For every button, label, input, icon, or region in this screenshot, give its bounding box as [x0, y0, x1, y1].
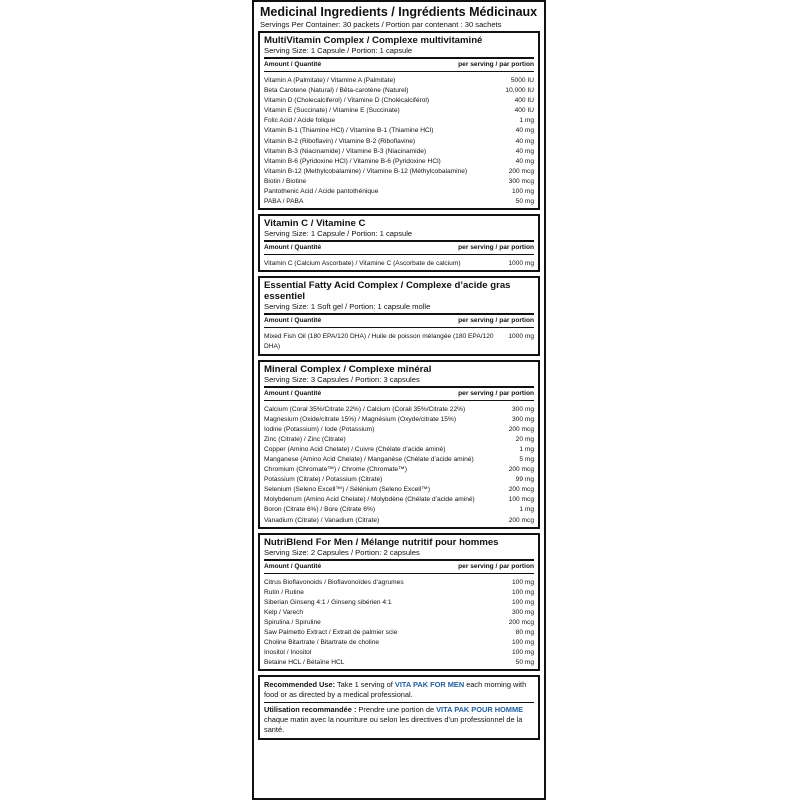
- ingredient-row: [264, 86, 534, 96]
- ingredient-row: [264, 106, 534, 116]
- ingredient-amount: 1 mg: [519, 506, 534, 514]
- supplement-facts-panel: [252, 0, 546, 800]
- ingredient-amount: 100 mg: [512, 588, 534, 596]
- ingredient-amount: 300 mg: [512, 608, 534, 616]
- ingredient-amount: 100 mg: [512, 598, 534, 606]
- ingredient-amount: 40 mg: [515, 147, 534, 155]
- section-title: Vitamin C / Vitamine C: [264, 218, 366, 230]
- per-serving-header: per serving / par portion: [458, 389, 534, 397]
- ingredient-name: Chromium (Chromate™) / Chrome (Chromate™): [264, 466, 407, 474]
- ingredient-name: Siberian Ginseng 4:1 / Ginseng sibérien 4:1: [264, 598, 392, 606]
- ingredient-name: Vitamin E (Succinate) / Vitamine E (Succinate): [264, 107, 400, 115]
- per-serving-header: per serving / par portion: [458, 244, 534, 252]
- ingredient-row: [264, 187, 534, 197]
- ingredient-amount: 300 mcg: [508, 177, 534, 185]
- serving-size: Serving Size: 1 Capsule / Portion: 1 capsule: [264, 46, 534, 59]
- ingredient-amount: 99 mg: [515, 476, 534, 484]
- ingredient-name: Vitamin A (Palmitate) / Vitamine A (Palmitate): [264, 77, 396, 84]
- ingredient-name: Manganese (Amino Acid Chelate) / Manganèse (Chélate d’acide aminé): [264, 455, 474, 463]
- ingredient-row: [264, 259, 534, 269]
- serving-size: Serving Size: 3 Capsules / Portion: 3 capsules: [264, 375, 534, 388]
- ingredient-row: [264, 116, 534, 126]
- ingredient-name: Boron (Citrate 6%) / Bore (Citrate 6%): [264, 506, 376, 514]
- ingredient-amount: 5 mg: [519, 455, 534, 463]
- ingredient-amount: 200 mcg: [508, 425, 534, 433]
- ingredient-name: Biotin / Biotine: [264, 177, 307, 185]
- ingredient-amount: 5000 IU: [510, 77, 534, 84]
- ingredient-name: Saw Palmetto Extract / Extrait de palmier scie: [264, 629, 398, 637]
- ingredient-amount: 100 mg: [512, 639, 534, 647]
- ingredient-row: [264, 147, 534, 157]
- ingredient-name: PABA / PABA: [264, 198, 304, 206]
- ingredient-row: [264, 435, 534, 445]
- ingredient-row: [264, 658, 534, 668]
- section-title: MultiVitamin Complex / Complexe multivitaminé: [264, 35, 483, 46]
- ingredient-row: [264, 588, 534, 598]
- per-serving-header: per serving / par portion: [458, 562, 534, 570]
- ingredient-row: [264, 516, 534, 526]
- column-header: [264, 388, 534, 401]
- ingredient-name: Beta Carotene (Natural) / Bêta-carotène (Naturel): [264, 87, 409, 95]
- ingredient-amount: 100 mg: [512, 188, 534, 196]
- ingredient-row: [264, 126, 534, 136]
- ingredient-name: Calcium (Coral 35%/Citrate 22%) / Calcium (Corail 35%/Citrate 22%): [264, 405, 466, 413]
- ingredient-amount: 200 mcg: [508, 466, 534, 474]
- brand-name: VITA PAK FOR MEN: [394, 680, 465, 690]
- ingredient-row: [264, 578, 534, 588]
- ingredient-name: Inositol / Inositol: [264, 649, 312, 657]
- ingredient-amount: 1 mg: [519, 117, 534, 125]
- ingredient-name: Magnesium (Oxide/citrate 15%) / Magnésium (Oxyde/citrate 15%): [264, 415, 457, 423]
- column-header: [264, 242, 534, 255]
- per-serving-header: per serving / par portion: [458, 317, 534, 325]
- section-title: NutriBlend For Men / Mélange nutritif pour hommes: [264, 536, 499, 548]
- ingredient-amount: 100 mg: [512, 649, 534, 657]
- ingredient-row: [264, 96, 534, 106]
- ingredient-section: [258, 31, 540, 210]
- ingredient-row: [264, 505, 534, 515]
- amount-header: Amount / Quantité: [264, 389, 322, 397]
- page-title: Medicinal Ingredients / Ingrédients Médicinaux: [260, 5, 538, 19]
- ingredient-amount: 300 mg: [512, 415, 534, 423]
- ingredient-amount: 20 mg: [515, 435, 534, 443]
- ingredient-sections: [258, 31, 540, 671]
- ingredient-row: [264, 648, 534, 658]
- ingredient-name: Selenium (Seleno Excell™) / Sélénium (Seleno Excell™): [264, 486, 431, 494]
- recommended-use-label: Recommended Use:: [264, 680, 336, 690]
- section-title: Essential Fatty Acid Complex / Complexe d’acide gras essentiel: [264, 280, 511, 303]
- ingredient-amount: 1 mg: [519, 445, 534, 453]
- ingredient-name: Vitamin B-2 (Riboflavin) / Vitamine B-2 (Riboflavine): [264, 137, 416, 145]
- ingredient-name: Vitamin B-3 (Niacinamide) / Vitamine B-3 (Niacinamide): [264, 147, 427, 155]
- ingredient-name: Rutin / Rutine: [264, 588, 304, 596]
- ingredient-name: Vitamin B-12 (Methylcobalamine) / Vitamine B-12 (Méthylcobalamine): [264, 167, 468, 175]
- recommended-use-label-fr: Utilisation recommandée :: [264, 705, 357, 715]
- ingredient-amount: 1000 mg: [508, 333, 534, 341]
- ingredient-row: [264, 157, 534, 167]
- ingredient-name: Molybdenum (Amino Acid Chelate) / Molybdène (Chélate d’acide aminé): [264, 496, 475, 504]
- ingredient-amount: 100 mg: [512, 578, 534, 586]
- brand-name-fr: VITA PAK POUR HOMME: [436, 705, 524, 715]
- ingredient-amount: 40 mg: [515, 137, 534, 145]
- section-title: Mineral Complex / Complexe minéral: [264, 363, 432, 375]
- recommended-use-fr: [264, 702, 534, 735]
- ingredient-row: [264, 608, 534, 618]
- recommended-use-text: Take 1 serving of: [335, 680, 395, 690]
- ingredient-row: [264, 638, 534, 648]
- servings-per-container: Servings Per Container: 30 packets / Portion par contenant : 30 sachets: [260, 20, 502, 29]
- serving-size: Serving Size: 1 Soft gel / Portion: 1 capsule molle: [264, 302, 534, 315]
- ingredient-amount: 1000 mg: [508, 260, 534, 268]
- ingredient-name: Vanadium (Citrate) / Vanadium (Citrate): [264, 516, 380, 524]
- amount-header: Amount / Quantité: [264, 244, 322, 252]
- ingredient-row: [264, 618, 534, 628]
- ingredient-name: Mixed Fish Oil (180 EPA/120 DHA) / Huile de poisson mélangée (180 EPA/120 DHA): [264, 333, 494, 351]
- ingredient-name: Pantothenic Acid / Acide pantothénique: [264, 188, 379, 196]
- ingredient-amount: 200 mcg: [508, 516, 534, 524]
- ingredient-amount: 80 mg: [515, 629, 534, 637]
- ingredient-name: Folic Acid / Acide folique: [264, 117, 336, 125]
- ingredient-row: [264, 425, 534, 435]
- ingredient-row: [264, 167, 534, 177]
- column-header: [264, 561, 534, 574]
- ingredient-name: Betaine HCL / Bétaïne HCL: [264, 659, 345, 667]
- ingredient-name: Iodine (Potassium) / Iode (Potassium): [264, 425, 375, 433]
- ingredient-amount: 200 mcg: [508, 619, 534, 626]
- serving-size: Serving Size: 2 Capsules / Portion: 2 capsules: [264, 548, 534, 561]
- ingredient-amount: 400 IU: [514, 107, 534, 115]
- ingredient-row: [264, 485, 534, 495]
- ingredient-name: Zinc (Citrate) / Zinc (Citrate): [264, 435, 346, 443]
- ingredient-row: [264, 445, 534, 455]
- ingredient-section: [258, 533, 540, 672]
- ingredient-row: [264, 455, 534, 465]
- ingredient-name: Kelp / Varech: [264, 608, 304, 616]
- column-header: [264, 315, 534, 328]
- recommended-use-text-fr: chaque matin avec la nourriture ou selon les directives d’un professionnel de la santé.: [264, 715, 523, 735]
- ingredient-amount: 40 mg: [515, 157, 534, 165]
- ingredient-name: Copper (Amino Acid Chelate) / Cuivre (Chélate d’acide aminé): [264, 445, 446, 453]
- amount-header: Amount / Quantité: [264, 317, 322, 325]
- ingredient-amount: 200 mcg: [508, 167, 534, 175]
- ingredient-name: Vitamin C (Calcium Ascorbate) / Vitamine C (Ascorbate de calcium): [264, 260, 461, 268]
- ingredient-row: [264, 405, 534, 415]
- ingredient-row: [264, 465, 534, 475]
- ingredient-section: [258, 276, 540, 355]
- ingredient-name: Vitamin D (Cholecalciferol) / Vitamine D (Cholécalciférol): [264, 97, 430, 105]
- per-serving-header: per serving / par portion: [458, 61, 534, 68]
- ingredient-section: [258, 360, 540, 529]
- ingredient-amount: 10,000 IU: [505, 87, 534, 95]
- recommended-use-box: [258, 675, 540, 740]
- ingredient-row: [264, 137, 534, 147]
- ingredient-row: [264, 628, 534, 638]
- ingredient-name: Choline Bitartrate / Bitartrate de choline: [264, 639, 380, 647]
- ingredient-amount: 200 mcg: [508, 486, 534, 494]
- column-header: [264, 59, 534, 72]
- recommended-use-text-fr: Prendre une portion de: [356, 705, 437, 715]
- amount-header: Amount / Quantité: [264, 562, 322, 570]
- ingredient-amount: 40 mg: [515, 127, 534, 135]
- ingredient-name: Vitamin B-6 (Pyridoxine HCl) / Vitamine B-6 (Pyridoxine HCl): [264, 157, 441, 165]
- serving-size: Serving Size: 1 Capsule / Portion: 1 capsule: [264, 229, 534, 242]
- ingredient-row: [264, 598, 534, 608]
- ingredient-amount: 300 mg: [512, 405, 534, 413]
- ingredient-amount: 50 mg: [515, 659, 534, 667]
- ingredient-name: Potassium (Citrate) / Potassium (Citrate): [264, 476, 383, 484]
- ingredient-row: [264, 475, 534, 485]
- ingredient-name: Spirulina / Spiruline: [264, 619, 321, 626]
- ingredient-row: [264, 332, 534, 352]
- ingredient-row: [264, 177, 534, 187]
- amount-header: Amount / Quantité: [264, 61, 322, 68]
- ingredient-row: [264, 76, 534, 86]
- ingredient-row: [264, 197, 534, 207]
- ingredient-row: [264, 495, 534, 505]
- ingredient-row: [264, 415, 534, 425]
- ingredient-name: Citrus Bioflavonoids / Bioflavonoïdes d’agrumes: [264, 578, 404, 586]
- ingredient-section: [258, 214, 540, 272]
- recommended-use-en: [264, 680, 534, 700]
- recommended-use-text: each morning with food or as directed by a medical professional.: [264, 680, 527, 700]
- ingredient-amount: 400 IU: [514, 97, 534, 105]
- ingredient-amount: 50 mg: [515, 198, 534, 206]
- ingredient-name: Vitamin B-1 (Thiamine HCl) / Vitamine B-1 (Thiamine HCl): [264, 127, 434, 135]
- ingredient-amount: 100 mcg: [508, 496, 534, 504]
